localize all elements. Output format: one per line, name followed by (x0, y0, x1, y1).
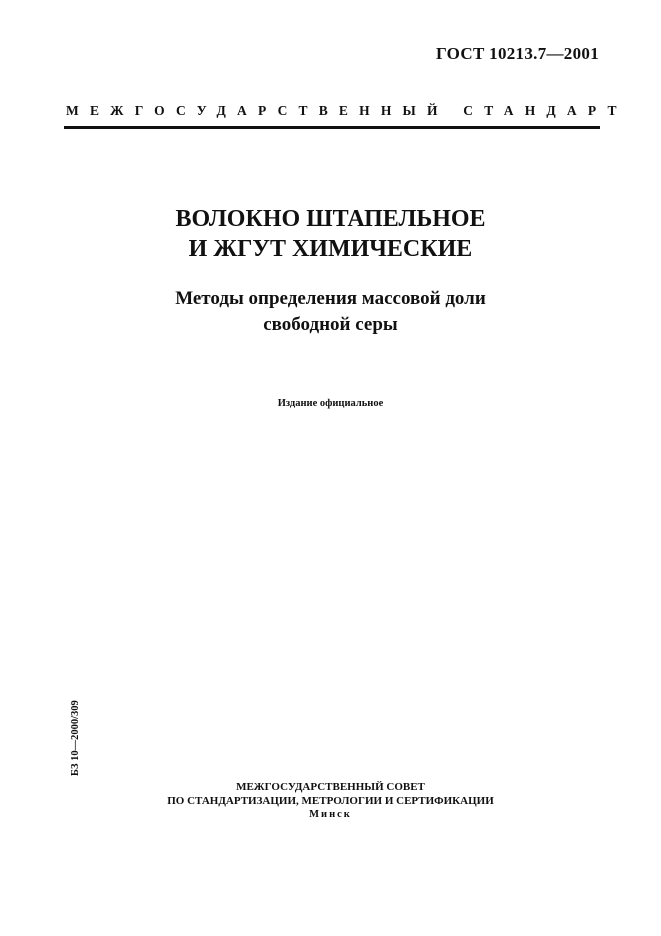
subtitle-line-2: свободной серы (263, 314, 398, 335)
title-line-1: ВОЛОКНО ШТАПЕЛЬНОЕ (175, 206, 486, 232)
side-code: БЗ 10—2000/309 (70, 700, 81, 776)
gost-number: ГОСТ 10213.7—2001 (435, 44, 599, 63)
edition-note: Издание официальное (277, 398, 384, 409)
title-line-2: И ЖГУТ ХИМИЧЕСКИЕ (188, 236, 473, 262)
publisher-city: Минск (309, 809, 352, 820)
subtitle-line-1: Методы определения массовой доли (175, 288, 486, 309)
publisher-block (0, 780, 661, 822)
header-rule (64, 126, 600, 129)
document-title (0, 204, 661, 264)
document-subtitle (0, 286, 661, 338)
publisher-line-1: МЕЖГОСУДАРСТВЕННЫЙ СОВЕТ (236, 781, 425, 793)
publisher-line-2: ПО СТАНДАРТИЗАЦИИ, МЕТРОЛОГИИ И СЕРТИФИКАЦИИ (167, 795, 494, 807)
standard-type-heading: МЕЖГОСУДАРСТВЕННЫЙ СТАНДАРТ (66, 103, 628, 118)
